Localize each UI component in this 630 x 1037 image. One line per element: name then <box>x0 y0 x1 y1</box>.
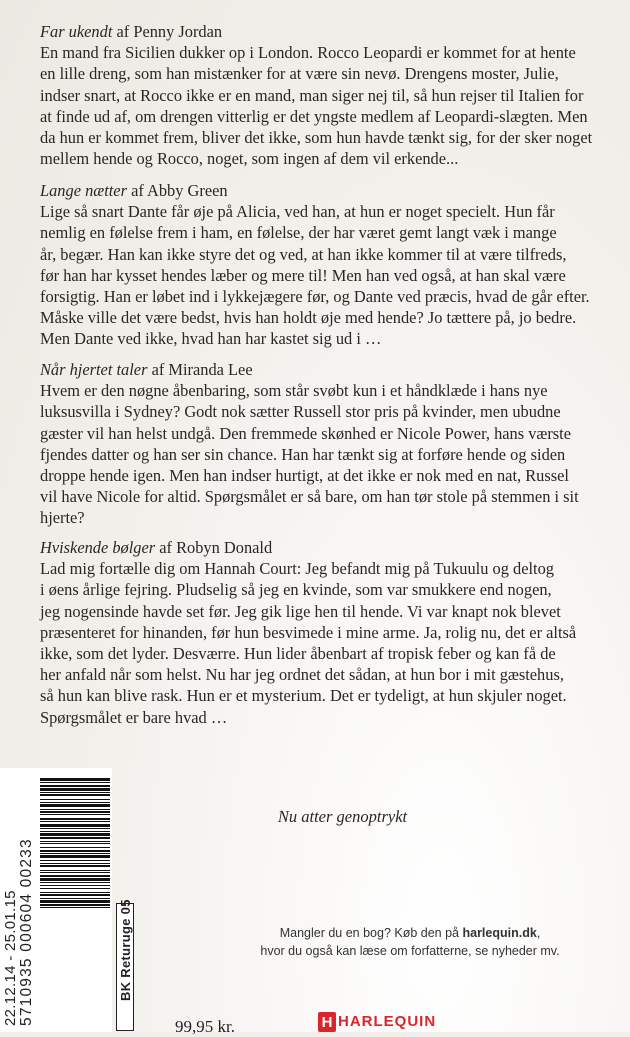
barcode-number: 5710935 000604 00233 <box>18 838 35 1026</box>
promo-text: Mangler du en bog? Køb den på harlequin.dk, hvor du også kan læse om forfatterne, se nyheder mv. <box>260 926 560 958</box>
book-author: Miranda Lee <box>168 360 253 379</box>
book-heading: Hviskende bølger af Robyn Donald <box>40 538 273 557</box>
book-description: Lad mig fortælle dig om Hannah Court: Jeg befandt mig på Tukuulu og deltog i øens årlige fejring. Pludselig så jeg en kvinde, som var smukkere end nogen, jeg nogensinde havde set før. Jeg gik lige hen til hende. Vi var knapt nok blevet præsenteret for hinanden, før hun besvimede i mine arme. Ja, rolig nu, det er altså ikke, som det lyder. Desværre. Hun lider åbenbart af tropisk feber og kan få de her anfald når som helst. Nu har jeg ordnet det sådan, at hun bor i mit gæstehus, så hun kan blive rask. Hun er et mysterium. Det er tydeligt, at hun skjuler noget. Spørgsmålet er bare hvad … <box>40 559 577 727</box>
barcode-dates: 22.12.14 - 25.01.15 <box>2 890 19 1026</box>
book-description: En mand fra Sicilien dukker op i London. Rocco Leopardi er kommet for at hente en lille dreng, som han mistænker for at være sin nevø. Drengens moster, Julie, indser snart, at Rocco ikke er en mand, man siger nej til, så hun rejser til Italien for at finde ud af, om drengen vitterlig er det yngste medlem af Leopardi-slægten. Men da hun er kommet frem, bliver det ikke, som hun havde tænkt sig, for der sker noget mellem hende og Rocco, noget, som ingen af dem vil erkende... <box>40 43 593 169</box>
website-link[interactable]: harlequin.dk <box>462 926 537 940</box>
book-heading: Når hjertet taler af Miranda Lee <box>40 360 253 379</box>
book-blurb-1 <box>40 21 625 169</box>
book-title: Når hjertet taler <box>40 360 148 379</box>
book-blurb-4 <box>40 537 625 728</box>
book-author: Robyn Donald <box>176 538 273 557</box>
book-title: Hviskende bølger <box>40 538 156 557</box>
book-heading: Lange nætter af Abby Green <box>40 181 228 200</box>
barcode <box>40 776 110 1024</box>
book-description: Lige så snart Dante får øje på Alicia, ved han, at hun er noget specielt. Hun får nemlig en følelse frem i ham, en følelse, der har været gemt langt væk i mange år, begær. Han kan ikke styre det og ved, at han ikke kommer til at være tilfreds, før han har kysset hendes læber og mere til! Men han ved også, at han skal være forsigtig. Han er løbet ind i lykkejægere før, og Dante ved præcis, hvad de går efter. Måske ville det være bedst, hvis han holdt øje med hende? Jo tættere på, jo bedre. Men Dante ved ikke, hvad han har kastet sig ud i … <box>40 202 590 349</box>
book-title: Lange nætter <box>40 181 127 200</box>
harlequin-logo <box>318 1010 478 1032</box>
book-description: Hvem er den nøgne åbenbaring, som står svøbt kun i et håndklæde i hans nye luksusvilla i Sydney? Godt nok sætter Russell stor pris på kvinder, men ubudne gæster vil han helst undgå. Den fremmede skønhed er Nicole Power, hans værste fjendes datter og han ser sin chance. Han har tænkt sig at forføre hende og siden droppe hende igen. Men han indser hurtigt, at det ikke er nok med en nat, Russel vil have Nicole for altid. Spørgsmålet er så bare, om han tør stole på stemmen i sit hjerte? <box>40 381 579 528</box>
book-author: Abby Green <box>147 181 228 200</box>
logo-wordmark: HARLEQUIN <box>338 1013 437 1030</box>
logo-mark-icon: H <box>318 1012 336 1032</box>
reprint-note: Nu atter genoptrykt <box>277 807 408 826</box>
return-week-label: BK Returuge 05 <box>118 899 133 1001</box>
book-blurb-3 <box>40 359 625 529</box>
book-author: Penny Jordan <box>133 22 223 41</box>
book-blurb-2 <box>40 180 625 350</box>
price: 99,95 kr. <box>175 1017 235 1036</box>
book-heading: Far ukendt af Penny Jordan <box>40 22 223 41</box>
book-title: Far ukendt <box>40 22 113 41</box>
